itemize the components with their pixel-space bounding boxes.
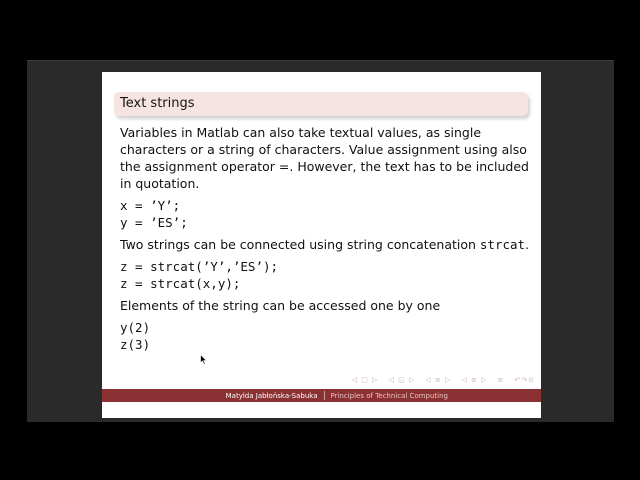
code-line: z(3) bbox=[120, 337, 151, 352]
inline-code: strcat bbox=[479, 237, 526, 252]
paragraph-concat bbox=[120, 236, 530, 253]
nav-subsection-icon[interactable]: ◁ ◱ ▷ bbox=[388, 376, 416, 384]
paragraph-intro: Variables in Matlab can also take textual values, as single characters or a string of characters. Value assignment using also the assignment operator =. However, the text has to be included in quotation. bbox=[120, 125, 529, 191]
mouse-cursor-icon bbox=[200, 354, 207, 365]
paragraph-elements: Elements of the string can be accessed one by one bbox=[120, 298, 441, 313]
nav-subsubsection-icon[interactable]: ◁ ≡ ▷ bbox=[461, 376, 488, 384]
code-line: x = ’Y’; bbox=[120, 198, 181, 213]
block-title bbox=[114, 92, 528, 116]
block-title-text: Text strings bbox=[120, 96, 195, 111]
slide-content bbox=[120, 124, 530, 353]
code-line: y = ’ES’; bbox=[120, 215, 188, 230]
footer-bar bbox=[102, 389, 541, 402]
footer-course: Principles of Technical Computing bbox=[330, 391, 448, 400]
nav-back-search-icon[interactable]: ↶↷⊙ bbox=[514, 376, 535, 384]
nav-section-icon[interactable]: ◁ ≡ ▷ bbox=[425, 376, 452, 384]
paragraph-concat-end: . bbox=[525, 237, 530, 252]
code-line: y(2) bbox=[120, 320, 151, 335]
nav-menu-icon[interactable]: ≡ bbox=[497, 376, 505, 384]
footer-author: Matylda Jabłońska-Sabuka bbox=[225, 391, 318, 400]
beamer-navigation bbox=[352, 376, 535, 384]
nav-frame-icon[interactable]: ◁ □ ▷ bbox=[351, 376, 379, 384]
slide-page bbox=[102, 72, 541, 418]
code-line: z = strcat(’Y’,’ES’); bbox=[120, 259, 279, 274]
code-line: z = strcat(x,y); bbox=[120, 276, 241, 291]
paragraph-concat-text: Two strings can be connected using string concatenation bbox=[120, 237, 480, 252]
